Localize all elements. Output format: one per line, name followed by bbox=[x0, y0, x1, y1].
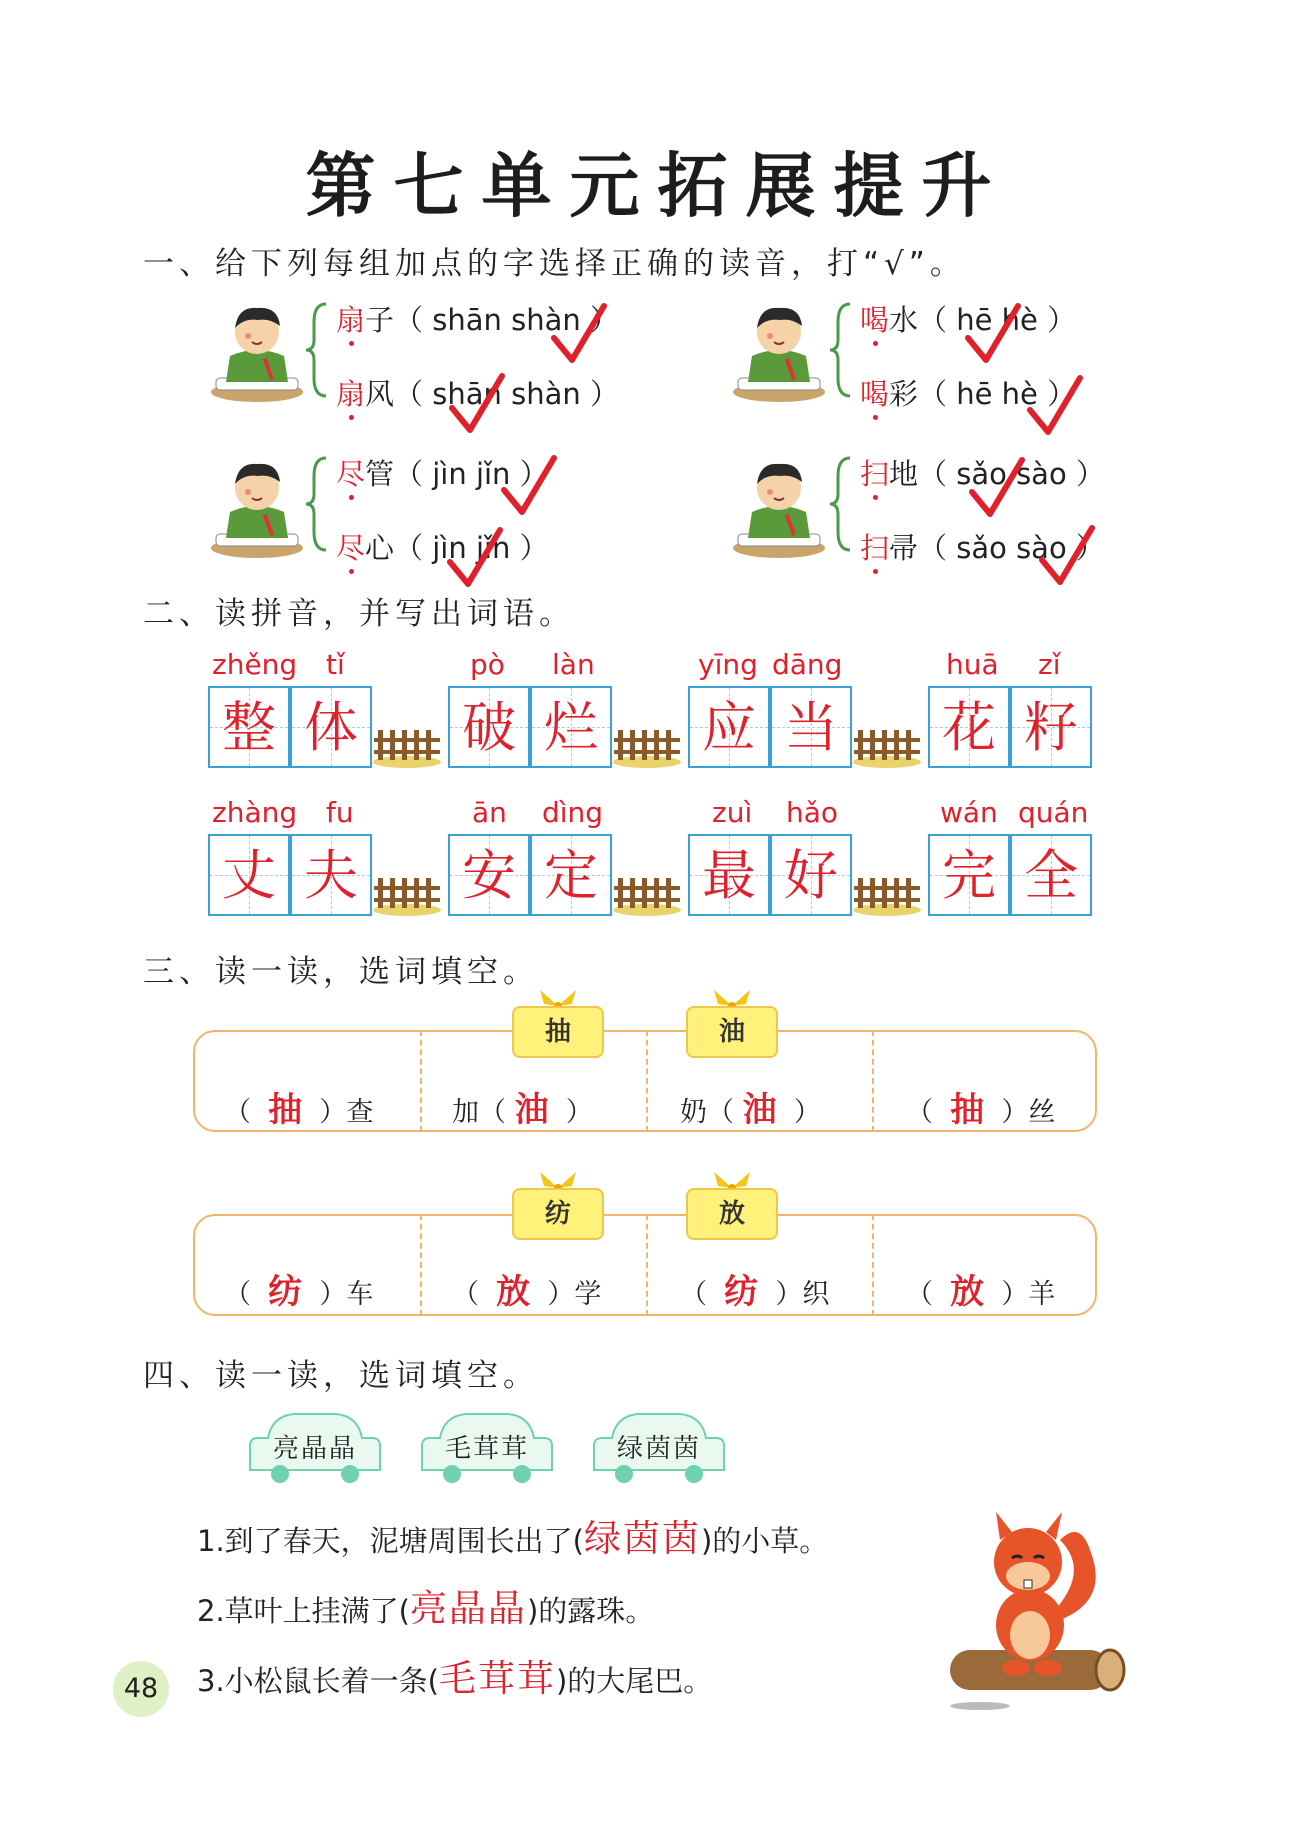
panel-divider bbox=[872, 1214, 874, 1316]
check-mark-icon bbox=[498, 454, 558, 520]
dotted-char: 尽 bbox=[336, 531, 366, 565]
tian-grid-cell bbox=[1010, 686, 1092, 768]
answer-word: 放 bbox=[950, 1272, 985, 1312]
pinyin-choice: 彩（ hē hè ） bbox=[889, 377, 1077, 411]
page-number: 48 bbox=[113, 1661, 169, 1717]
tian-grid-cell bbox=[448, 834, 530, 916]
written-char: 安 bbox=[462, 844, 516, 907]
pinyin-label: dāng bbox=[772, 648, 843, 681]
pinyin-label: wán bbox=[940, 796, 998, 829]
panel-divider bbox=[646, 1214, 648, 1316]
written-char: 夫 bbox=[304, 844, 358, 907]
panel-divider bbox=[420, 1214, 422, 1316]
check-mark-icon bbox=[966, 456, 1026, 522]
sentence-item: 1.到了春天，泥塘周围长出了(绿茵茵)的小草。 bbox=[197, 1517, 829, 1560]
pinyin-choice: 子（ shān shàn ） bbox=[365, 303, 619, 337]
pinyin-label: quán bbox=[1018, 796, 1089, 829]
written-char: 全 bbox=[1024, 844, 1078, 907]
sentence-item: 2.草叶上挂满了(亮晶晶)的露珠。 bbox=[197, 1587, 655, 1630]
brace-icon bbox=[306, 456, 328, 552]
fill-blank-item: （ 纺 ）织 bbox=[680, 1272, 830, 1312]
pinyin-label: zǐ bbox=[1038, 648, 1061, 681]
word-option-card bbox=[418, 1410, 556, 1488]
tian-grid-cell bbox=[770, 686, 852, 768]
written-char: 定 bbox=[544, 844, 598, 907]
answer-word: 油 bbox=[514, 1090, 549, 1130]
tian-grid-cell bbox=[1010, 834, 1092, 916]
check-mark-icon bbox=[444, 526, 504, 592]
pinyin-label: pò bbox=[470, 648, 505, 681]
dotted-char: 扇 bbox=[336, 303, 366, 337]
tian-grid-cell bbox=[688, 686, 770, 768]
pinyin-label: làn bbox=[552, 648, 595, 681]
answer-word: 放 bbox=[496, 1272, 531, 1312]
fill-blank-item: （ 放 ）羊 bbox=[906, 1272, 1056, 1312]
written-char: 整 bbox=[222, 696, 276, 759]
answer-word: 纺 bbox=[268, 1272, 303, 1312]
boy-writing-icon bbox=[208, 296, 306, 406]
pinyin-choice: 帚（ sǎo sào ） bbox=[889, 531, 1105, 565]
word-choice-tag: 纺 bbox=[512, 1188, 604, 1240]
dotted-char: 喝 bbox=[860, 377, 890, 411]
answer-word: 抽 bbox=[950, 1090, 985, 1130]
pinyin-label: zuì bbox=[712, 796, 753, 829]
answer-word: 纺 bbox=[724, 1272, 759, 1312]
boy-writing-icon bbox=[208, 452, 306, 562]
tian-grid-cell bbox=[688, 834, 770, 916]
dotted-char: 扫 bbox=[860, 457, 890, 491]
check-mark-icon bbox=[962, 302, 1022, 368]
word-choice-tag: 放 bbox=[686, 1188, 778, 1240]
tian-grid-cell bbox=[530, 686, 612, 768]
pinyin-choice: 管（ jìn jǐn ） bbox=[365, 457, 549, 491]
word-option-label: 毛茸茸 bbox=[444, 1434, 529, 1464]
pinyin-choice: 水（ hē hè ） bbox=[889, 303, 1077, 337]
answer-word: 毛茸茸 bbox=[438, 1657, 556, 1700]
written-char: 丈 bbox=[222, 844, 276, 907]
page-title: 第七单元拓展提升 bbox=[305, 144, 1010, 227]
word-option-card bbox=[590, 1410, 728, 1488]
dotted-char: 扫 bbox=[860, 531, 890, 565]
tian-grid-cell bbox=[208, 686, 290, 768]
tian-grid-cell bbox=[928, 686, 1010, 768]
tian-grid-cell bbox=[530, 834, 612, 916]
fill-blank-item: （ 纺 ）车 bbox=[224, 1272, 374, 1312]
tian-grid-cell bbox=[290, 834, 372, 916]
written-char: 应 bbox=[702, 696, 756, 759]
dotted-char: 扇 bbox=[336, 377, 366, 411]
answer-word: 亮晶晶 bbox=[409, 1587, 527, 1630]
pinyin-label: dìng bbox=[542, 796, 604, 829]
tian-grid-cell bbox=[208, 834, 290, 916]
word-choice-tag: 油 bbox=[686, 1006, 778, 1058]
check-mark-icon bbox=[548, 302, 608, 368]
fence-icon bbox=[612, 724, 682, 768]
pinyin-label: hǎo bbox=[786, 796, 839, 829]
fence-icon bbox=[372, 724, 442, 768]
panel-divider bbox=[872, 1030, 874, 1132]
boy-writing-icon bbox=[730, 296, 828, 406]
boy-writing-icon bbox=[730, 452, 828, 562]
fence-icon bbox=[852, 724, 922, 768]
section-2-heading: 二、读拼音，并写出词语。 bbox=[143, 596, 575, 632]
dotted-char: 尽 bbox=[336, 457, 366, 491]
fence-icon bbox=[612, 872, 682, 916]
written-char: 完 bbox=[942, 844, 996, 907]
written-char: 最 bbox=[702, 844, 756, 907]
pinyin-choice: 风（ shān shàn ） bbox=[365, 377, 619, 411]
fill-blank-item: （ 抽 ）查 bbox=[224, 1090, 374, 1130]
squirrel-on-log-icon bbox=[940, 1500, 1130, 1710]
brace-icon bbox=[306, 302, 328, 398]
written-char: 破 bbox=[462, 696, 516, 759]
tian-grid-cell bbox=[770, 834, 852, 916]
answer-word: 油 bbox=[742, 1090, 777, 1130]
check-mark-icon bbox=[446, 372, 506, 438]
word-option-card bbox=[246, 1410, 384, 1488]
tian-grid-cell bbox=[928, 834, 1010, 916]
pinyin-choice: 心（ jìn jǐn ） bbox=[365, 531, 549, 565]
pinyin-label: huā bbox=[946, 648, 999, 681]
pinyin-label: ān bbox=[472, 796, 507, 829]
pinyin-choice: 地（ sǎo sào ） bbox=[889, 457, 1105, 491]
pinyin-label: zhěng bbox=[212, 648, 298, 681]
tian-grid-cell bbox=[290, 686, 372, 768]
answer-word: 绿茵茵 bbox=[583, 1517, 701, 1560]
pinyin-label: fu bbox=[326, 796, 354, 829]
written-char: 当 bbox=[784, 696, 838, 759]
pinyin-label: zhàng bbox=[212, 796, 298, 829]
word-choice-tag: 抽 bbox=[512, 1006, 604, 1058]
pinyin-label: yīng bbox=[698, 648, 758, 681]
brace-icon bbox=[830, 456, 852, 552]
pinyin-label: tǐ bbox=[326, 648, 345, 681]
fill-blank-item: （ 放 ）学 bbox=[452, 1272, 602, 1312]
dotted-char: 喝 bbox=[860, 303, 890, 337]
section-3-heading: 三、读一读，选词填空。 bbox=[143, 954, 539, 990]
section-1-heading: 一、给下列每组加点的字选择正确的读音，打“√”。 bbox=[143, 246, 966, 282]
section-4-heading: 四、读一读，选词填空。 bbox=[143, 1358, 539, 1394]
fence-icon bbox=[852, 872, 922, 916]
written-char: 籽 bbox=[1024, 696, 1078, 759]
word-option-label: 亮晶晶 bbox=[272, 1434, 357, 1464]
check-mark-icon bbox=[1036, 524, 1096, 590]
fill-blank-item: 奶（ 油 ） bbox=[680, 1090, 821, 1130]
fill-blank-item: 加（ 油 ） bbox=[452, 1090, 593, 1130]
panel-divider bbox=[420, 1030, 422, 1132]
sentence-item: 3.小松鼠长着一条(毛茸茸)的大尾巴。 bbox=[197, 1657, 713, 1700]
written-char: 好 bbox=[784, 844, 838, 907]
written-char: 花 bbox=[942, 696, 996, 759]
check-mark-icon bbox=[1024, 374, 1084, 440]
written-char: 烂 bbox=[544, 696, 598, 759]
panel-divider bbox=[646, 1030, 648, 1132]
fill-blank-item: （ 抽 ）丝 bbox=[906, 1090, 1056, 1130]
fence-icon bbox=[372, 872, 442, 916]
brace-icon bbox=[830, 302, 852, 398]
written-char: 体 bbox=[304, 696, 358, 759]
q1-item bbox=[336, 526, 549, 567]
answer-word: 抽 bbox=[268, 1090, 303, 1130]
tian-grid-cell bbox=[448, 686, 530, 768]
word-option-label: 绿茵茵 bbox=[616, 1434, 701, 1464]
